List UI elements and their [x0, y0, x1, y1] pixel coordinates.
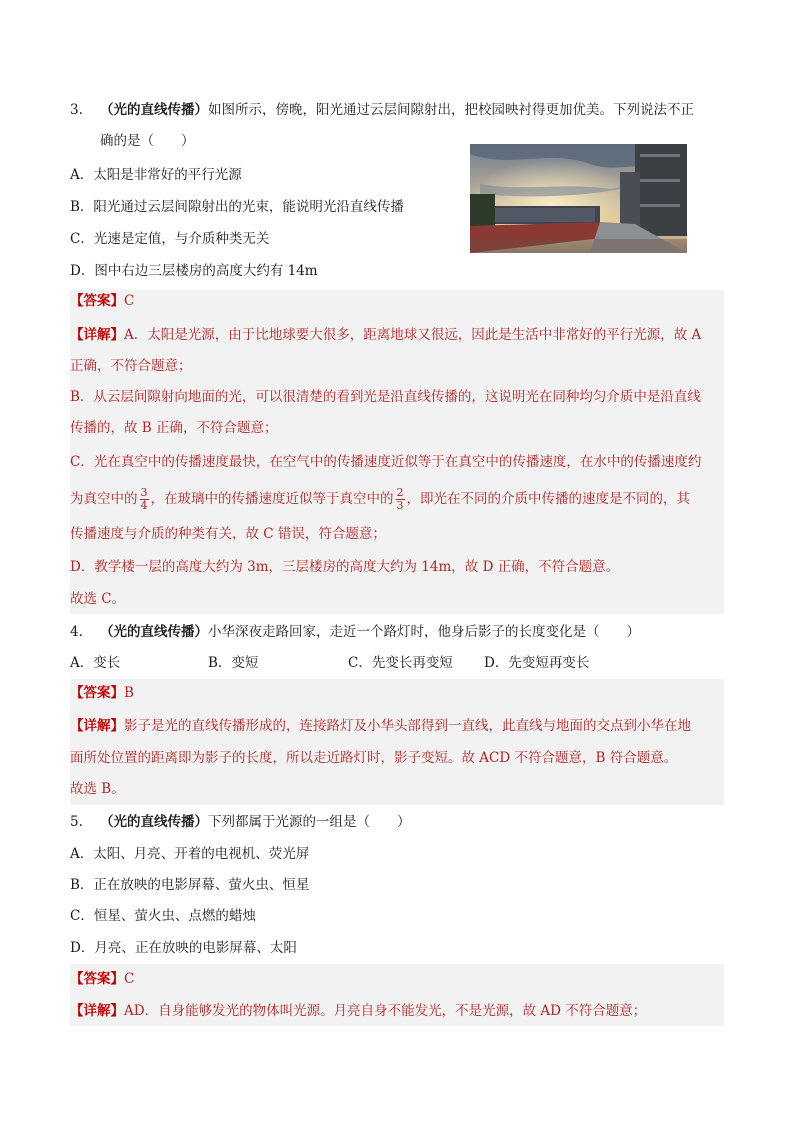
q3-detail-line-8: D．教学楼一层的高度大约为 3m，三层楼房的高度大约为 14m，故 D 正确，不符合题意。: [70, 559, 620, 575]
q5-option-b: B．正在放映的电影屏幕、萤火虫、恒星: [70, 877, 310, 893]
q5-detail-label: 【详解】: [70, 1003, 124, 1019]
q3-tag: （光的直线传播）: [100, 102, 208, 118]
q5-tag: （光的直线传播）: [100, 814, 208, 830]
q3-option-b: B．阳光通过云层间隙射出的光束，能说明光沿直线传播: [70, 199, 404, 215]
q3-stem-text: 如图所示，傍晚，阳光通过云层间隙射出，把校园映衬得更加优美。下列说法不正: [208, 102, 694, 118]
q3-stem-line-2: 确的是（ ）: [100, 133, 195, 149]
q4-option-d: D．先变短再变长: [484, 655, 590, 671]
q3-option-c: C．光速是定值，与介质种类无关: [70, 231, 270, 247]
q3-detail-line-1: [70, 325, 701, 345]
q5-stem-text: 下列都属于光源的一组是（ ）: [208, 814, 411, 830]
q5-number: 5.: [70, 814, 83, 830]
q4-answer-label: 【答案】: [70, 685, 124, 701]
q3-answer-value: C: [124, 293, 135, 309]
q3-detail-line-3: B．从云层间隙射向地面的光，可以很清楚的看到光是沿直线传播的，这说明光在同种均匀介质中是沿直线: [70, 389, 701, 405]
q4-detail-label: 【详解】: [70, 718, 124, 734]
q3-option-d: D．图中右边三层楼房的高度大约有 14m: [70, 263, 318, 279]
q5-detail-text: AD．自身能够发光的物体叫光源。月亮自身不能发光，不是光源，故 AD 不符合题意；: [124, 1003, 647, 1019]
q5-detail-line-1: [70, 1001, 646, 1021]
q4-stem-line: [70, 622, 640, 642]
q4-option-c: C．先变长再变短: [348, 655, 453, 671]
q4-detail-line-2: 面所处位置的距离即为影子的长度，所以走近路灯时，影子变短。故 ACD 不符合题意，B 符合题意。: [70, 750, 678, 766]
q3-detail-c-part-b: ，在玻璃中的传播速度近似等于真空中的: [150, 491, 394, 507]
q5-option-d: D．月亮、正在放映的电影屏幕、太阳: [70, 940, 297, 956]
fraction-2-numerator: 2: [396, 486, 404, 499]
q3-stem-line-1: [70, 100, 694, 120]
q3-detail-line-9: 故选 C。: [70, 591, 126, 607]
q3-detail-c-part-c: ，即光在不同的介质中传播的速度是不同的，其: [406, 491, 690, 507]
q4-detail-line-1: [70, 716, 691, 736]
fraction-1-numerator: 3: [140, 486, 148, 499]
q5-answer-value: C: [124, 971, 135, 987]
q4-answer-panel: [70, 679, 724, 805]
q4-answer-line: [70, 683, 134, 703]
q3-answer-line: [70, 291, 134, 311]
q3-detail-line-6: [70, 486, 690, 512]
q3-detail-line-7: 传播速度与介质的种类有关，故 C 错误，符合题意；: [70, 526, 386, 542]
fraction-1-denominator: 4: [140, 499, 148, 512]
q4-detail-text-1: 影子是光的直线传播形成的，连接路灯及小华头部得到一直线，此直线与地面的交点到小华在地: [124, 718, 691, 734]
q4-tag: （光的直线传播）: [100, 624, 208, 640]
q5-answer-line: [70, 969, 134, 989]
q3-answer-label: 【答案】: [70, 293, 124, 309]
q3-detail-line-2: 正确，不符合题意；: [70, 358, 192, 374]
q3-detail-line-4: 传播的，故 B 正确，不符合题意；: [70, 420, 278, 436]
q4-answer-value: B: [124, 685, 134, 701]
fraction-two-thirds: [396, 487, 405, 512]
q4-option-b: B．变短: [208, 655, 259, 671]
fraction-2-denominator: 3: [396, 499, 404, 512]
q4-stem-text: 小华深夜走路回家，走近一个路灯时，他身后影子的长度变化是（ ）: [208, 624, 640, 640]
q3-detail-label: 【详解】: [70, 327, 124, 343]
q3-number: 3.: [70, 102, 83, 118]
q3-option-a: A．太阳是非常好的平行光源: [70, 167, 242, 183]
q3-detail-c-part-a: 为真空中的: [70, 491, 138, 507]
sunset-school-photo: [470, 144, 687, 253]
q5-option-c: C．恒星、萤火虫、点燃的蜡烛: [70, 908, 256, 924]
q5-stem-line: [70, 812, 411, 832]
q4-option-a: A．变长: [70, 655, 121, 671]
q4-number: 4.: [70, 624, 83, 640]
q5-answer-label: 【答案】: [70, 971, 124, 987]
q5-option-a: A．太阳、月亮、开着的电视机、荧光屏: [70, 846, 310, 862]
q3-detail-line-5: C．光在真空中的传播速度最快，在空气中的传播速度近似等于在真空中的传播速度，在水中的传播速度约: [70, 454, 702, 470]
q3-detail-text-1: A．太阳是光源，由于比地球要大很多，距离地球又很远，因此是生活中非常好的平行光源，故 A: [124, 327, 702, 343]
q4-detail-line-3: 故选 B。: [70, 781, 125, 797]
fraction-three-quarters: [140, 487, 149, 512]
